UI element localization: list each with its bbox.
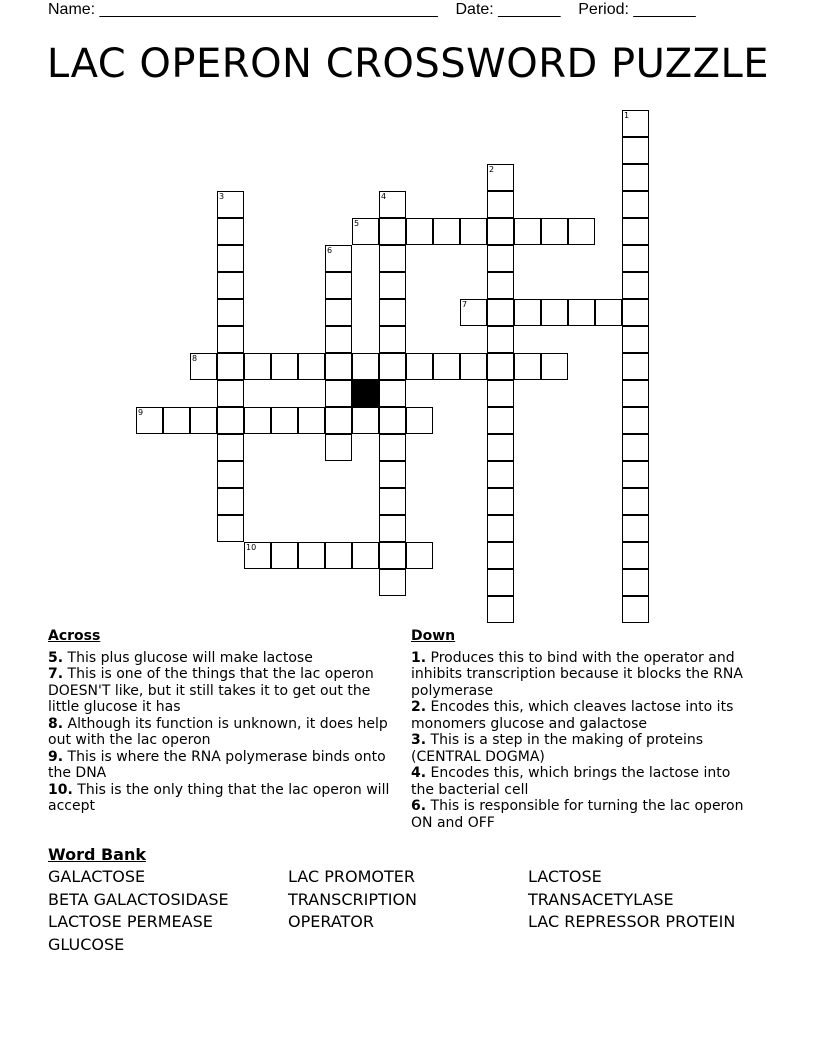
answer-cell[interactable] bbox=[379, 326, 406, 353]
answer-cell[interactable] bbox=[217, 191, 244, 218]
across-clue bbox=[48, 716, 393, 749]
across-clue-list bbox=[48, 650, 393, 815]
across-clue bbox=[48, 650, 393, 667]
answer-cell[interactable] bbox=[622, 299, 649, 326]
word-bank-item: LAC PROMOTER bbox=[288, 867, 415, 886]
answer-cell[interactable] bbox=[217, 299, 244, 326]
down-clues bbox=[411, 628, 756, 831]
answer-cell[interactable] bbox=[487, 299, 514, 326]
answer-cell[interactable] bbox=[460, 299, 487, 326]
answer-cell[interactable] bbox=[487, 380, 514, 407]
answer-cell[interactable] bbox=[325, 326, 352, 353]
answer-cell[interactable] bbox=[352, 353, 379, 380]
across-heading: Across bbox=[48, 628, 101, 644]
answer-cell[interactable] bbox=[433, 353, 460, 380]
clue-number-label: 9. bbox=[48, 748, 64, 765]
answer-cell[interactable] bbox=[379, 380, 406, 407]
answer-cell[interactable] bbox=[622, 110, 649, 137]
clue-number-label: 5. bbox=[48, 649, 64, 666]
answer-cell[interactable] bbox=[487, 191, 514, 218]
clue-number: 9 bbox=[138, 408, 144, 417]
answer-cell[interactable] bbox=[244, 407, 271, 434]
answer-cell[interactable] bbox=[271, 407, 298, 434]
answer-cell[interactable] bbox=[568, 218, 595, 245]
answer-cell[interactable] bbox=[487, 272, 514, 299]
answer-cell[interactable] bbox=[325, 380, 352, 407]
answer-cell[interactable] bbox=[379, 272, 406, 299]
answer-cell[interactable] bbox=[487, 407, 514, 434]
clue-text: Encodes this, which cleaves lactose into its monomers glucose and galactose bbox=[411, 699, 734, 732]
clue-text: Although its function is unknown, it does help out with the lac operon bbox=[48, 715, 388, 748]
answer-cell[interactable] bbox=[487, 245, 514, 272]
answer-cell[interactable] bbox=[487, 542, 514, 569]
down-heading: Down bbox=[411, 628, 456, 644]
answer-cell[interactable] bbox=[433, 218, 460, 245]
answer-cell[interactable] bbox=[487, 434, 514, 461]
answer-cell[interactable] bbox=[622, 407, 649, 434]
answer-cell[interactable] bbox=[217, 326, 244, 353]
answer-cell[interactable] bbox=[514, 299, 541, 326]
clue-text: This is where the RNA polymerase binds onto the DNA bbox=[48, 748, 386, 781]
student-info-line[interactable]: Name: ______________________________________ Date: _______ Period: _______ bbox=[48, 1, 696, 18]
answer-cell[interactable] bbox=[622, 272, 649, 299]
across-clue bbox=[48, 782, 393, 815]
word-bank-heading: Word Bank bbox=[48, 845, 147, 864]
answer-cell[interactable] bbox=[622, 218, 649, 245]
answer-cell[interactable] bbox=[622, 461, 649, 488]
answer-cell[interactable] bbox=[406, 407, 433, 434]
answer-cell[interactable] bbox=[622, 164, 649, 191]
across-clues bbox=[48, 628, 393, 815]
clue-number: 10 bbox=[246, 543, 257, 552]
answer-cell[interactable] bbox=[379, 299, 406, 326]
answer-cell[interactable] bbox=[298, 542, 325, 569]
clue-text: Encodes this, which brings the lactose into the bacterial cell bbox=[411, 765, 731, 798]
down-clue bbox=[411, 699, 756, 732]
down-clue bbox=[411, 732, 756, 765]
answer-cell[interactable] bbox=[217, 515, 244, 542]
answer-cell[interactable] bbox=[406, 353, 433, 380]
clue-number-label: 7. bbox=[48, 666, 64, 682]
answer-cell[interactable] bbox=[325, 542, 352, 569]
word-bank-item: LACTOSE bbox=[528, 867, 602, 886]
answer-cell[interactable] bbox=[622, 245, 649, 272]
answer-cell[interactable] bbox=[379, 542, 406, 569]
word-bank-item: TRANSCRIPTION bbox=[288, 889, 418, 909]
answer-cell[interactable] bbox=[487, 515, 514, 542]
answer-cell[interactable] bbox=[541, 299, 568, 326]
answer-cell[interactable] bbox=[244, 353, 271, 380]
word-bank-item: GALACTOSE bbox=[48, 867, 146, 886]
answer-cell[interactable] bbox=[379, 434, 406, 461]
clue-text: This is the only thing that the lac operon will accept bbox=[48, 781, 390, 814]
answer-cell[interactable] bbox=[622, 353, 649, 380]
answer-cell[interactable] bbox=[622, 515, 649, 542]
word-bank-item: GLUCOSE bbox=[48, 935, 125, 955]
answer-cell[interactable] bbox=[298, 353, 325, 380]
answer-cell[interactable] bbox=[514, 218, 541, 245]
answer-cell[interactable] bbox=[244, 542, 271, 569]
answer-cell[interactable] bbox=[190, 353, 217, 380]
answer-cell[interactable] bbox=[487, 569, 514, 596]
answer-cell[interactable] bbox=[217, 218, 244, 245]
clue-number-label: 4. bbox=[411, 765, 427, 781]
answer-cell[interactable] bbox=[622, 488, 649, 515]
down-clue bbox=[411, 765, 756, 798]
answer-cell[interactable] bbox=[298, 407, 325, 434]
clue-number-label: 10. bbox=[48, 781, 73, 798]
down-clue bbox=[411, 650, 756, 700]
clue-text: Produces this to bind with the operator and inhibits transcription because it blocks the RNA polymerase bbox=[411, 649, 743, 699]
answer-cell[interactable] bbox=[271, 542, 298, 569]
clue-number: 6 bbox=[327, 246, 333, 255]
down-clue bbox=[411, 798, 756, 831]
answer-cell[interactable] bbox=[325, 272, 352, 299]
clue-number-label: 8. bbox=[48, 715, 64, 732]
clue-number-label: 2. bbox=[411, 699, 427, 715]
answer-cell[interactable] bbox=[622, 434, 649, 461]
clue-number-label: 1. bbox=[411, 649, 427, 666]
answer-cell[interactable] bbox=[514, 353, 541, 380]
answer-cell[interactable] bbox=[460, 353, 487, 380]
word-bank-item: LACTOSE PERMEASE bbox=[48, 912, 213, 932]
answer-cell[interactable] bbox=[217, 245, 244, 272]
answer-cell[interactable] bbox=[541, 353, 568, 380]
answer-cell[interactable] bbox=[136, 407, 163, 434]
clue-number: 5 bbox=[354, 219, 360, 228]
answer-cell[interactable] bbox=[217, 488, 244, 515]
answer-cell[interactable] bbox=[217, 407, 244, 434]
answer-cell[interactable] bbox=[325, 245, 352, 272]
answer-cell[interactable] bbox=[163, 407, 190, 434]
answer-cell[interactable] bbox=[622, 137, 649, 164]
across-clue bbox=[48, 749, 393, 782]
answer-cell[interactable] bbox=[352, 542, 379, 569]
answer-cell[interactable] bbox=[595, 299, 622, 326]
clue-text: This plus glucose will make lactose bbox=[63, 649, 313, 666]
answer-cell[interactable] bbox=[271, 353, 298, 380]
answer-cell[interactable] bbox=[379, 245, 406, 272]
clue-number: 7 bbox=[462, 300, 468, 309]
answer-cell[interactable] bbox=[217, 353, 244, 380]
clue-number: 4 bbox=[381, 192, 387, 201]
answer-cell[interactable] bbox=[379, 218, 406, 245]
answer-cell[interactable] bbox=[379, 569, 406, 596]
answer-cell[interactable] bbox=[352, 218, 379, 245]
word-bank-item: LAC REPRESSOR PROTEIN bbox=[528, 912, 736, 932]
answer-cell[interactable] bbox=[487, 326, 514, 353]
clue-text: This is one of the things that the lac operon DOESN'T like, but it still takes it to get out the little glucose it has bbox=[48, 666, 374, 715]
answer-cell[interactable] bbox=[622, 191, 649, 218]
answer-cell[interactable] bbox=[406, 542, 433, 569]
answer-cell[interactable] bbox=[217, 272, 244, 299]
answer-cell[interactable] bbox=[325, 434, 352, 461]
clue-number: 1 bbox=[624, 111, 630, 120]
answer-cell[interactable] bbox=[379, 353, 406, 380]
answer-cell[interactable] bbox=[379, 191, 406, 218]
answer-cell[interactable] bbox=[325, 299, 352, 326]
answer-cell[interactable] bbox=[460, 218, 487, 245]
answer-cell[interactable] bbox=[325, 407, 352, 434]
answer-cell[interactable] bbox=[622, 596, 649, 623]
answer-cell[interactable] bbox=[487, 164, 514, 191]
answer-cell[interactable] bbox=[217, 434, 244, 461]
puzzle-title: LAC OPERON CROSSWORD PUZZLE bbox=[46, 41, 770, 87]
clue-number: 8 bbox=[192, 354, 198, 363]
clue-text: This is a step in the making of proteins (CENTRAL DOGMA) bbox=[411, 732, 704, 765]
answer-cell[interactable] bbox=[541, 218, 568, 245]
answer-cell[interactable] bbox=[217, 461, 244, 488]
answer-cell[interactable] bbox=[217, 380, 244, 407]
answer-cell[interactable] bbox=[487, 461, 514, 488]
answer-cell[interactable] bbox=[379, 407, 406, 434]
answer-cell[interactable] bbox=[622, 326, 649, 353]
answer-cell[interactable] bbox=[487, 488, 514, 515]
clue-number: 3 bbox=[219, 192, 225, 201]
blocked-cell bbox=[352, 380, 379, 407]
down-clue-list bbox=[411, 650, 756, 832]
clue-number: 2 bbox=[489, 165, 495, 174]
answer-cell[interactable] bbox=[622, 380, 649, 407]
across-clue bbox=[48, 666, 393, 716]
answer-cell[interactable] bbox=[190, 407, 217, 434]
answer-cell[interactable] bbox=[352, 407, 379, 434]
clue-number-label: 3. bbox=[411, 732, 427, 748]
word-bank-item: OPERATOR bbox=[288, 912, 375, 932]
answer-cell[interactable] bbox=[325, 353, 352, 380]
answer-cell[interactable] bbox=[487, 596, 514, 623]
answer-cell[interactable] bbox=[406, 218, 433, 245]
clue-text: This is responsible for turning the lac operon ON and OFF bbox=[411, 798, 744, 831]
word-bank-item: TRANSACETYLASE bbox=[528, 889, 674, 909]
answer-cell[interactable] bbox=[379, 461, 406, 488]
word-bank-item: BETA GALACTOSIDASE bbox=[48, 889, 229, 909]
answer-cell[interactable] bbox=[568, 299, 595, 326]
answer-cell[interactable] bbox=[622, 569, 649, 596]
answer-cell[interactable] bbox=[379, 515, 406, 542]
answer-cell[interactable] bbox=[487, 353, 514, 380]
answer-cell[interactable] bbox=[487, 218, 514, 245]
answer-cell[interactable] bbox=[379, 488, 406, 515]
answer-cell[interactable] bbox=[622, 542, 649, 569]
clue-number-label: 6. bbox=[411, 798, 427, 814]
